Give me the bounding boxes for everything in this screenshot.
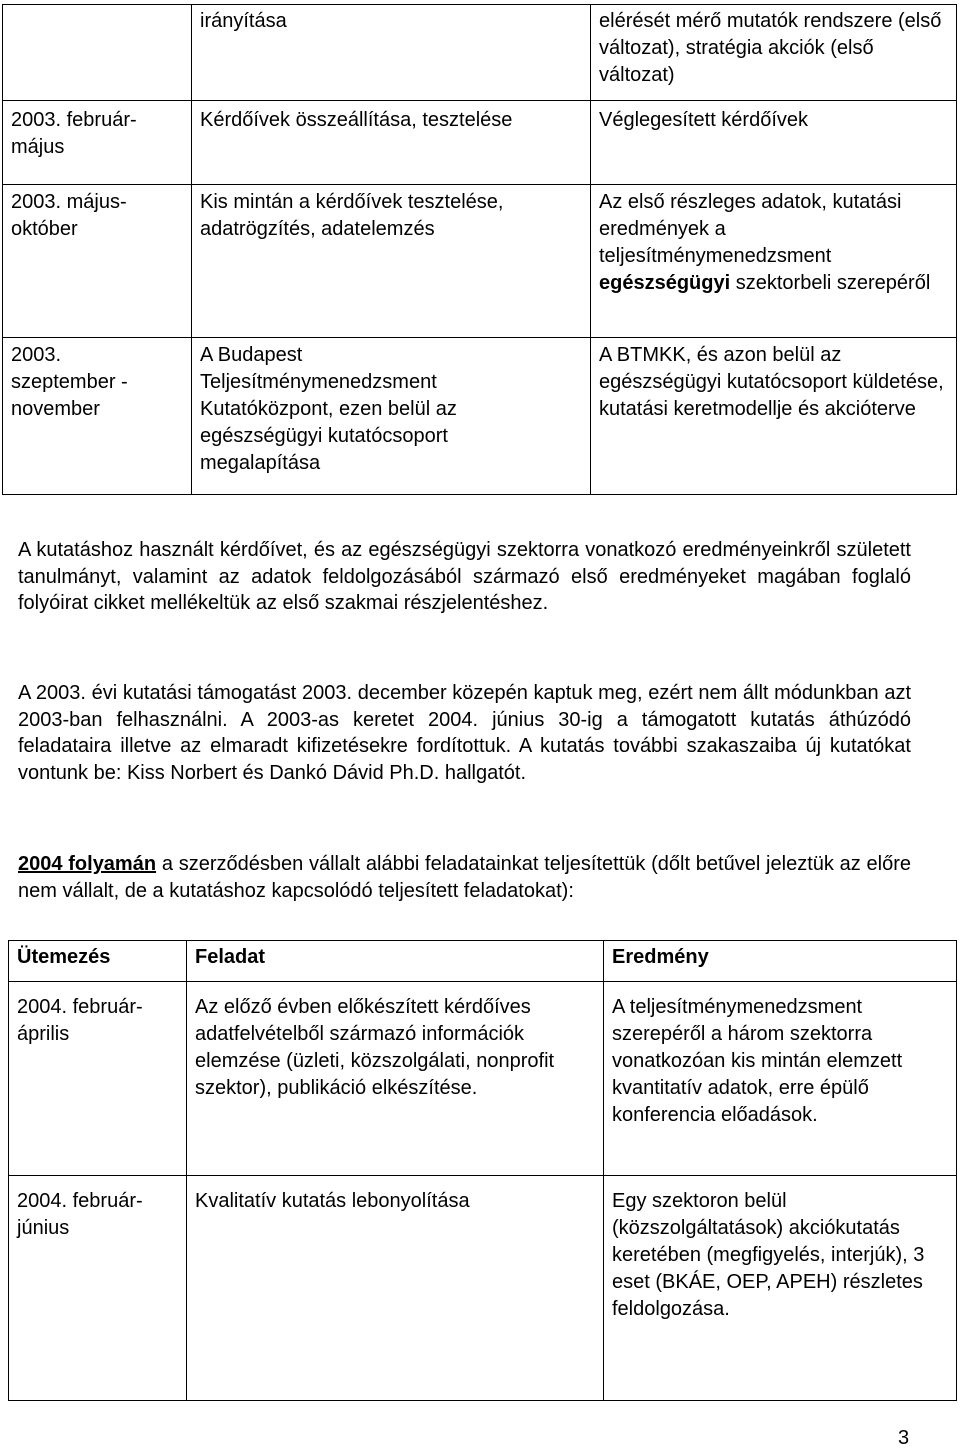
task-cell: Kis mintán a kérdőívek tesztelése, adatrögzítés, adatelemzés bbox=[192, 185, 591, 338]
header-result: Eredmény bbox=[604, 941, 957, 982]
page-number: 3 bbox=[898, 1427, 910, 1449]
table-row bbox=[3, 338, 957, 495]
schedule-cell: 2003. február-május bbox=[3, 101, 192, 185]
table-row bbox=[9, 1176, 957, 1401]
task-cell bbox=[192, 338, 591, 495]
schedule-line: 2003. bbox=[11, 344, 62, 366]
table-header-row bbox=[9, 941, 957, 982]
paragraph-2004-intro bbox=[18, 851, 911, 904]
result-cell bbox=[591, 185, 957, 338]
task-line: Kutatóközpont, ezen belül az bbox=[200, 398, 457, 420]
schedule-cell: 2004. február-június bbox=[9, 1176, 187, 1401]
result-cell: A teljesítménymenedzsment szerepéről a három szektorra vonatkozóan kis mintán elemzett kvantitatív adatok, erre épülő konferencia előadások. bbox=[604, 982, 957, 1176]
paragraph-attachments: A kutatáshoz használt kérdőívet, és az egészségügyi szektorra vonatkozó eredményeinkről született tanulmányt, valamint az adatok feldolgozásából származó első eredményeket magában foglaló folyóirat cikket mellékeltük az első szakmai részjelentéshez. bbox=[18, 539, 911, 614]
schedule-table-2003 bbox=[2, 4, 957, 495]
paragraph-funding: A 2003. évi kutatási támogatást 2003. december közepén kaptuk meg, ezért nem állt módunkban azt 2003-ban felhasználni. A 2003-as keretet 2004. június 30-ig a támogatott kutatás áthúzódó feladataira illetve az elmaradt kifizetésekre fordítottuk. A kutatás további szakaszaiba új kutatókat vontunk be: Kiss Norbert és Dankó Dávid Ph.D. hallgatót. bbox=[18, 682, 911, 784]
task-line: megalapítása bbox=[200, 452, 321, 474]
table-row bbox=[9, 982, 957, 1176]
paragraph-text: a szerződésben vállalt alábbi feladatainkat teljesítettük (dőlt betűvel jeleztük az előre nem vállalt, de a kutatáshoz kapcsolódó teljesített feladatokat): bbox=[18, 853, 911, 902]
header-task: Feladat bbox=[187, 941, 604, 982]
table-row bbox=[3, 101, 957, 185]
task-line: egészségügyi kutatócsoport bbox=[200, 425, 448, 447]
schedule-line: november bbox=[11, 398, 100, 420]
result-cell: Egy szektoron belül (közszolgáltatások) akciókutatás keretében (megfigyelés, interjúk), 3 eset (BKÁE, OEP, APEH) részletes feldolgozása. bbox=[604, 1176, 957, 1401]
schedule-cell bbox=[3, 5, 192, 101]
result-cell: elérését mérő mutatók rendszere (első változat), stratégia akciók (első változat) bbox=[591, 5, 957, 101]
task-cell: irányítása bbox=[192, 5, 591, 101]
task-line: A Budapest bbox=[200, 344, 303, 366]
header-schedule: Ütemezés bbox=[9, 941, 187, 982]
table-row bbox=[3, 185, 957, 338]
task-line: Teljesítménymenedzsment bbox=[200, 371, 437, 393]
task-cell: Kérdőívek összeállítása, tesztelése bbox=[192, 101, 591, 185]
result-cell: A BTMKK, és azon belül az egészségügyi kutatócsoport küldetése, kutatási keretmodellje és akcióterve bbox=[591, 338, 957, 495]
schedule-line: szeptember - bbox=[11, 371, 128, 393]
result-emphasis: egészségügyi bbox=[599, 272, 731, 294]
result-text: Az első részleges adatok, kutatási eredmények a teljesítménymenedzsment bbox=[599, 191, 902, 267]
schedule-cell: 2004. február-április bbox=[9, 982, 187, 1176]
result-cell: Véglegesített kérdőívek bbox=[591, 101, 957, 185]
schedule-table-2004 bbox=[8, 940, 957, 1401]
paragraph-lead: 2004 folyamán bbox=[18, 853, 157, 875]
task-cell: Kvalitatív kutatás lebonyolítása bbox=[187, 1176, 604, 1401]
task-cell: Az előző évben előkészített kérdőíves adatfelvételből származó információk elemzése (üzleti, közszolgálati, nonprofit szektor), publikáció elkészítése. bbox=[187, 982, 604, 1176]
result-text: szektorbeli szerepéről bbox=[735, 272, 931, 294]
schedule-cell: 2003. május-október bbox=[3, 185, 192, 338]
table-row bbox=[3, 5, 957, 101]
schedule-cell bbox=[3, 338, 192, 495]
